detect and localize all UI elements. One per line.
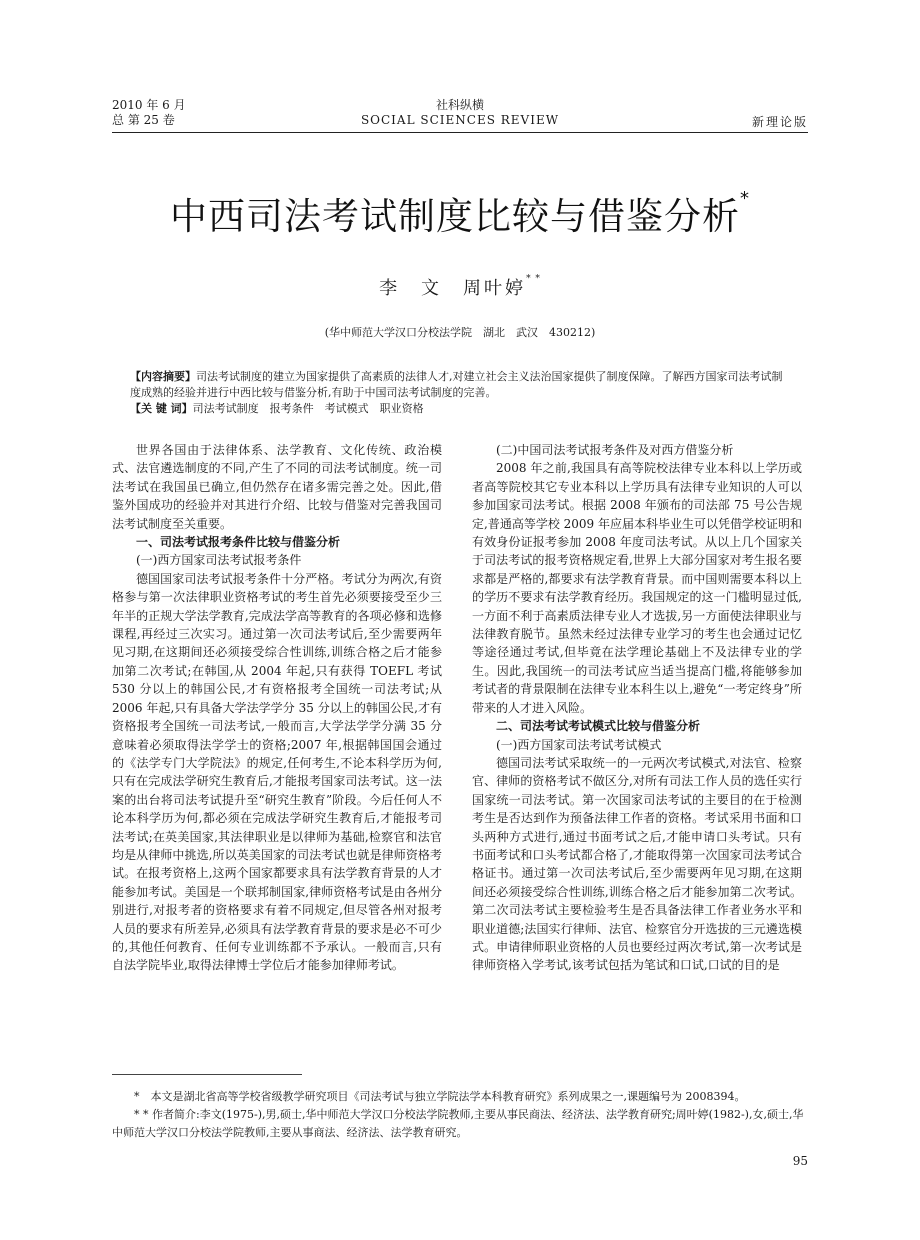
footnote-divider: [112, 1074, 302, 1075]
journal-name-cn: 社科纵横: [435, 98, 484, 112]
page-number: 95: [792, 1154, 808, 1168]
subsection-heading: (一)西方国家司法考试报考条件: [136, 553, 302, 568]
issue-date: 2010 年 6 月: [112, 98, 186, 112]
body-column-right: [472, 441, 802, 975]
issue-volume: 总 第 25 卷: [112, 113, 175, 127]
affiliation: (华中师范大学汉口分校法学院 湖北 武汉 430212): [324, 326, 596, 339]
subsection-heading: (一)西方国家司法考试考试模式: [496, 737, 662, 752]
paragraph: 德国司法考试采取统一的一元两次考试模式,对法官、检察官、律师的资格考试不做区分,对所有司法工作人员的选任实行国家统一司法考试。第一次国家司法考试的主要目的在于检测考生是否达到作为预备法律工作者的资格。考试采用书面和口头两种方式进行,通过书面考试之后,才能申请口头考试。只有书面考试和口头考试都合格了,才能取得第一次国家司法考试合格证书。通过第一次司法考试后,至少需要两年见习期,在这期间还必须接受综合性训练,训练合格之后才能参加第二次考试。第二次司法考试主要检验考生是否具备法律工作者业务水平和职业道德;法国实行律师、法官、检察官分开选拔的三元遴选模式。申请律师职业资格的人员也要经过两次考试,第一次考试是律师资格入学考试,该考试包括为笔试和口试,口试的目的是: [472, 755, 802, 973]
footnotes: [112, 1088, 808, 1142]
body-column-left: [112, 441, 442, 975]
subsection-heading: (二)中国司法考试报考条件及对西方借鉴分析: [496, 443, 734, 457]
paragraph: 2008 年之前,我国具有高等院校法律专业本科以上学历或者高等院校其它专业本科以上学历具有法律专业知识的人可以参加国家司法考试。根据 2008 年颁布的司法部 75 号公告规定,普通高等学校 2009 年应届本科毕业生可以凭借学校证明和有效身份证报考参加 2008 年度司法考试。从以上几个国家关于司法考试的报考资格规定看,世界上大部分国家对考生报名要求都是严格的,都要求有法学教育背景。而中国则需要本科以上的学历不要求有法学教育经历。我国规定的这一门槛明显过低,一方面不利于高素质法律专业人才选拔,另一方面使法律职业与法律教育脱节。虽然未经过法律专业学习的考生也会通过记忆等途径通过考试,但毕竟在法学理论基础上不及法律专业的学生。因此,我国统一的司法考试应当适当提高门槛,将能够参加考试者的背景限制在法律专业本科生以上,避免“一考定终身”所带来的人才进入风险。: [472, 461, 802, 715]
author-line: [0, 274, 920, 300]
journal-name-en: SOCIAL SCIENCES REVIEW: [360, 113, 560, 127]
authors: 李 文 周叶婷: [379, 278, 527, 299]
paragraph: 世界各国由于法律体系、法学教育、文化传统、政治模式、法官遴选制度的不同,产生了不同的司法考试制度。统一司法考试在我国虽已确立,但仍然存在诸多需完善之处。因此,借鉴外国成功的经验并对其进行介绍、比较与借鉴对完善我国司法考试制度至关重要。: [112, 443, 442, 531]
article-title: 中西司法考试制度比较与借鉴分析: [170, 195, 740, 238]
section-heading: 二、司法考试考试模式比较与借鉴分析: [496, 719, 701, 734]
abstract-label: 【内容摘要】: [130, 370, 196, 383]
keywords: [130, 401, 790, 417]
abstract: [130, 369, 790, 401]
footnote-funding: * 本文是湖北省高等学校省级教学研究项目《司法考试与独立学院法学本科教育研究》系列成果之一,课题编号为 2008394。: [134, 1090, 746, 1103]
header-divider: [112, 132, 808, 133]
keywords-text: 司法考试制度 报考条件 考试模式 职业资格: [192, 402, 424, 415]
abstract-block: [130, 369, 790, 417]
keywords-label: 【关 键 词】: [130, 402, 193, 415]
article-title-block: [0, 186, 920, 240]
section-heading: 一、司法考试报考条件比较与借鉴分析: [136, 535, 341, 550]
journal-section: 新理论版: [751, 115, 808, 129]
author-footnote-mark: * *: [526, 274, 541, 284]
abstract-text: 司法考试制度的建立为国家提供了高素质的法律人才,对建立社会主义法治国家提供了制度保障。了解西方国家司法考试制度成熟的经验并进行中西比较与借鉴分析,有助于中国司法考试制度的完善。: [130, 370, 783, 399]
title-footnote-mark: *: [740, 188, 750, 209]
footnote-author-bio: * * 作者简介:李文(1975-),男,硕士,华中师范大学汉口分校法学院教师,主要从事民商法、经济法、法学教育研究;周叶婷(1982-),女,硕士,华中师范大学汉口分校法学院教师,主要从事商法、经济法、法学教育研究。: [112, 1108, 804, 1139]
paragraph: 德国国家司法考试报考条件十分严格。考试分为两次,有资格参与第一次法律职业资格考试的考生首先必须要接受至少三年半的正规大学法学教育,完成法学高等教育的各项必修和选修课程,再经过三次实习。通过第一次司法考试后,至少需要两年见习期,在这期间还必须接受综合性训练,训练合格之后才能参加第二次考试;在韩国,从 2004 年起,只有获得 TOEFL 考试 530 分以上的韩国公民,才有资格报考全国统一司法考试;从 2006 年起,只有具备大学法学学分 35 分以上的韩国公民,才有资格报考全国统一司法考试,一般而言,大学法学学分满 35 分意味着必须取得法学学士的资格;2007 年,根据韩国国会通过的《法学专门大学院法》的规定,任何考生,不论本科学历为何,只有在完成法学研究生教育后,才能报考国家司法考试。这一法案的出台将司法考试提升至“研究生教育”阶段。今后任何人不论本科学历为何,都必须在完成法学研究生教育后,才能报考司法考试;在英美国家,其法律职业是以律师为基础,检察官和法官均是从律师中挑选,所以英美国家的司法考试也就是律师资格考试。在报考资格上,这两个国家都要求具有法学教育背景的人才能参加考试。美国是一个联邦制国家,律师资格考试是由各州分别进行,对报考者的资格要求有着不同规定,但尽管各州对报考人员的要求有所差异,必须具有法学教育背景的要求是必不可少的,其他任何教育、任何专业训练都不予承认。一般而言,只有自法学院毕业,取得法律博士学位后才能参加律师考试。: [112, 571, 442, 973]
